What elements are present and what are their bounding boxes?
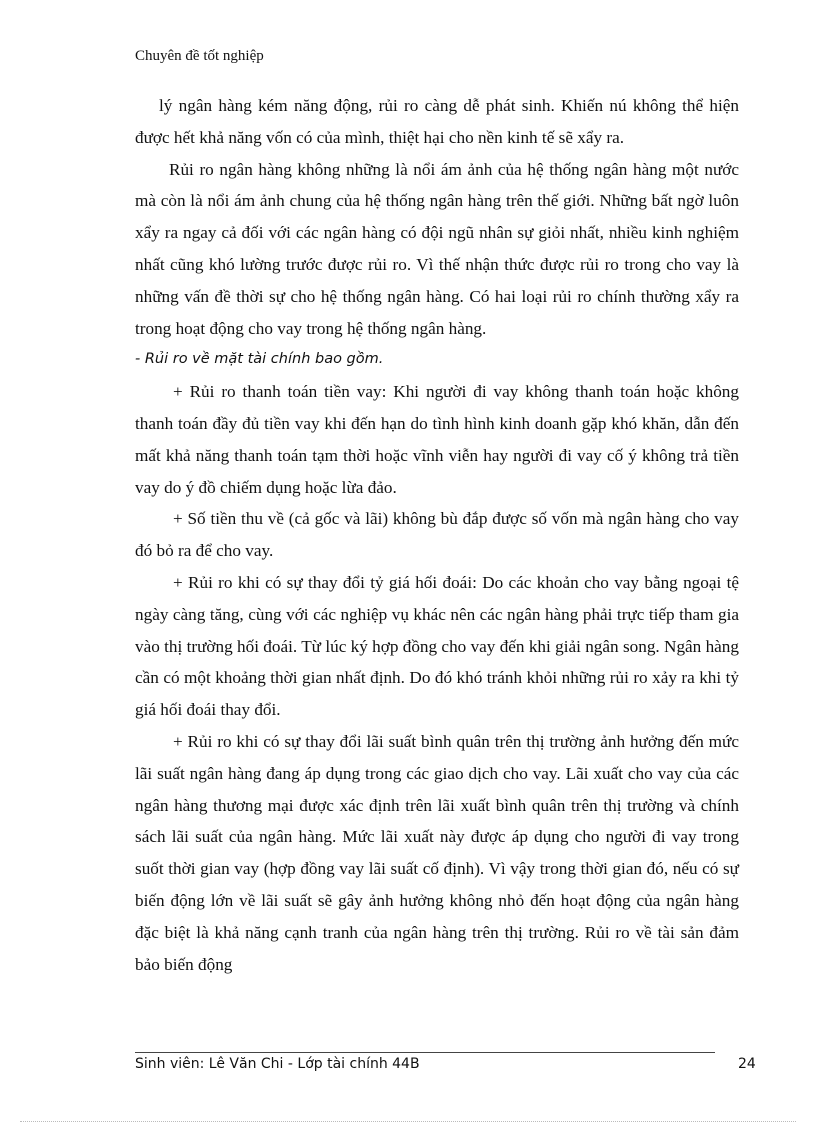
paragraph: lý ngân hàng kém năng động, rủi ro càng dễ phát sinh. Khiến nú không thể hiện được hết khả năng vốn có của mình, thiệt hại cho nền kinh tế sẽ xẩy ra. bbox=[135, 96, 739, 147]
page-number: 24 bbox=[738, 1056, 756, 1072]
page-header: Chuyên đề tốt nghiệp bbox=[135, 48, 264, 64]
paragraph: + Số tiền thu về (cả gốc và lãi) không bù đắp được số vốn mà ngân hàng cho vay đó bỏ ra để cho vay. bbox=[135, 509, 739, 561]
footer-divider bbox=[135, 1052, 715, 1053]
paragraph: + Rủi ro khi có sự thay đổi lãi suất bình quân trên thị trường ảnh hưởng đến mức lãi suất ngân hàng đang áp dụng trong các giao dịch cho vay. Lãi xuất cho vay của các ngân hàng thương mại được xác định trên lãi xuất bình quân trên thị trường và chính sách lãi suất của ngân hàng. Mức lãi xuất này được áp dụng cho người đi vay trong suốt thời gian vay (hợp đồng vay lãi suất cố định). Vì vậy trong thời gian đó, nếu có sự biến động lớn về lãi suất sẽ gây ảnh hưởng không nhỏ đến hoạt động của ngân hàng đặc biệt là khả năng cạnh tranh của ngân hàng trên thị trường. Rủi ro về tài sản đảm bảo biến động bbox=[135, 731, 739, 974]
paragraph: + Rủi ro thanh toán tiền vay: Khi người đi vay không thanh toán hoặc không thanh toán đầy đủ tiền vay khi đến hạn do tình hình kinh doanh gặp khó khăn, dẫn đến mất khả năng thanh toán tạm thời hoặc vĩnh viễn hay người đi vay cố ý không trả tiền vay do ý đồ chiếm dụng hoặc lừa đảo. bbox=[135, 382, 739, 497]
paragraph: + Rủi ro khi có sự thay đổi tỷ giá hối đoái: Do các khoản cho vay bằng ngoại tệ ngày càng tăng, cùng với các nghiệp vụ khác nên các ngân hàng phải trực tiếp tham gia vào thị trường hối đoái. Từ lúc ký hợp đồng cho vay đến khi giải ngân song. Ngân hàng cần có một khoảng thời gian nhất định. Do đó khó tránh khỏi những rủi ro xảy ra khi tỷ giá hối đoái thay đổi. bbox=[135, 572, 739, 720]
footer-student-info: Sinh viên: Lê Văn Chi - Lớp tài chính 44B bbox=[135, 1056, 420, 1072]
page-edge-divider bbox=[20, 1121, 796, 1122]
document-body bbox=[135, 90, 739, 980]
section-subheading: - Rủi ro về mặt tài chính bao gồm. bbox=[135, 351, 384, 368]
paragraph: Rủi ro ngân hàng không những là nổi ám ảnh của hệ thống ngân hàng một nước mà còn là nổi ám ảnh chung của hệ thống ngân hàng trên thế giới. Những bất ngờ luôn xẩy ra ngay cả đối với các ngân hàng có đội ngũ nhân sự giỏi nhất, nhiều kinh nghiệm nhất cũng khó lường trước được rủi ro. Vì thế nhận thức được rủi ro trong cho vay là những vấn đề thời sự cho hệ thống ngân hàng. Có hai loại rủi ro chính thường xẩy ra trong hoạt động cho vay trong hệ thống ngân hàng. bbox=[135, 159, 739, 338]
